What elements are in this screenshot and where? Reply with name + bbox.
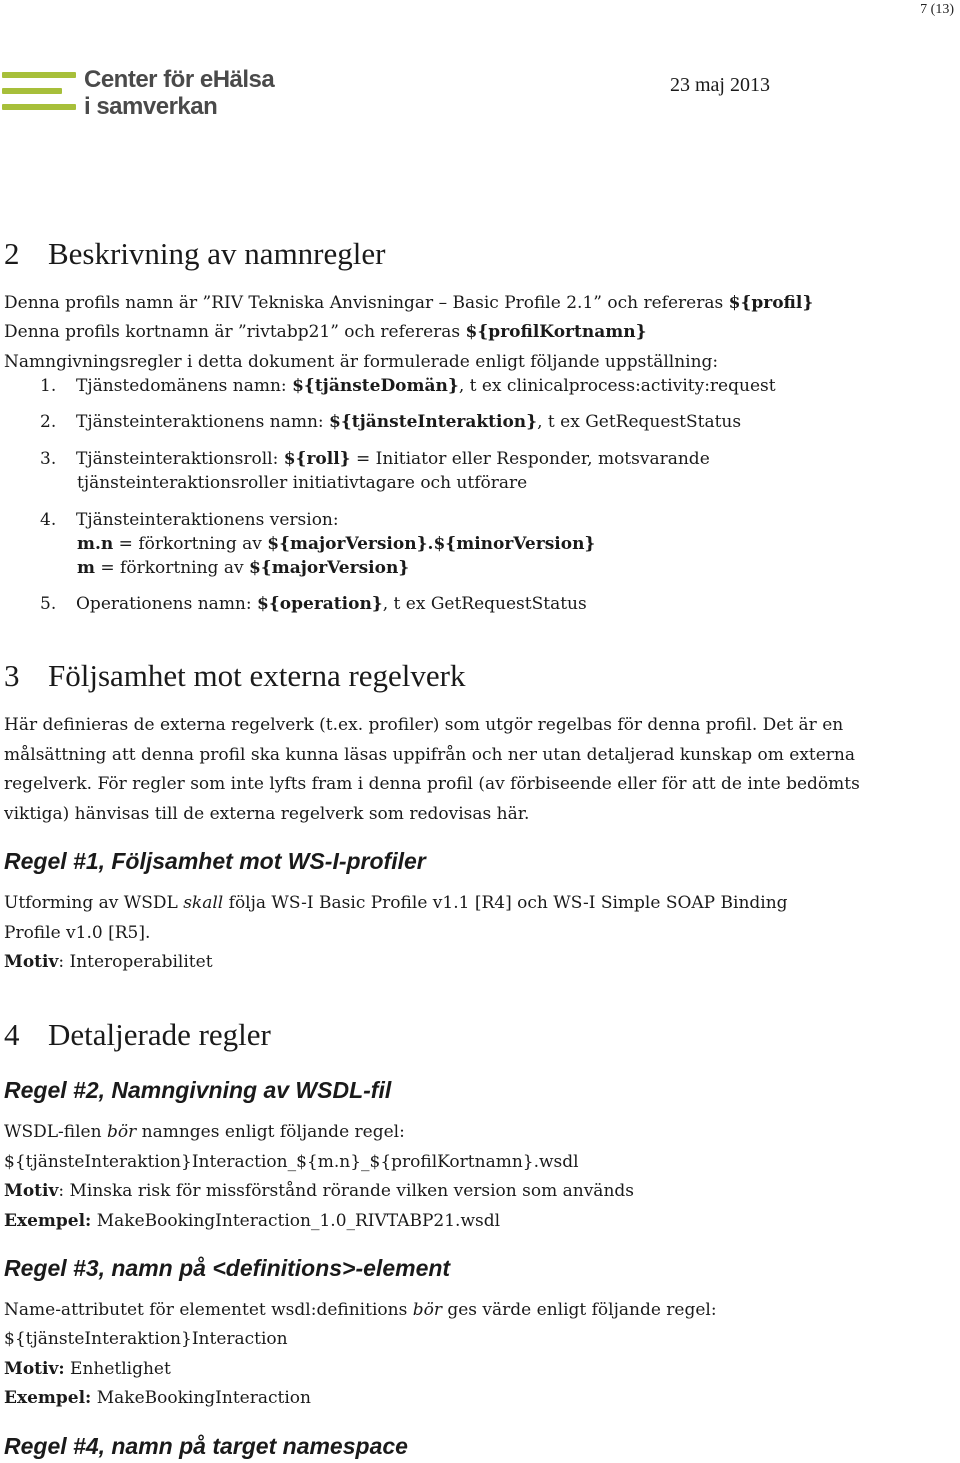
- logo-text-line1: Center för eHälsa: [84, 66, 275, 93]
- section-3-heading: [4, 658, 466, 694]
- placeholder-profil: ${profil}: [728, 293, 814, 313]
- label: Motiv: [4, 1181, 59, 1201]
- text: följa WS-I Basic Profile v1.1 [R4] och WS-I Simple SOAP Binding: [223, 893, 788, 913]
- placeholder-profilkortnamn: ${profilKortnamn}: [465, 322, 647, 342]
- logo-bar-top: [2, 72, 76, 78]
- logo-bar-middle: [2, 88, 62, 94]
- placeholder: ${majorVersion}.${minorVersion}: [267, 534, 596, 554]
- list-item: [40, 410, 741, 434]
- text: Name-attributet för elementet wsdl:definitions: [4, 1300, 413, 1320]
- section-title: Beskrivning av namnregler: [48, 236, 386, 271]
- emphasis: skall: [183, 893, 224, 913]
- organization-logo: [2, 66, 302, 122]
- text: Utforming av WSDL: [4, 893, 184, 913]
- rule-2-pattern: ${tjänsteInteraktion}Interaction_${m.n}_${profilKortnamn}.wsdl: [4, 1152, 579, 1172]
- label: Exempel:: [4, 1388, 92, 1408]
- rule-3-motiv: [4, 1357, 171, 1381]
- text: = förkortning av: [95, 558, 249, 578]
- rule-3-text: [4, 1298, 717, 1322]
- profile-shortname-line: [4, 320, 647, 344]
- section-2-heading: [4, 236, 385, 272]
- naming-rules-intro: Namngivningsregler i detta dokument är formulerade enligt följande uppställning:: [4, 352, 719, 372]
- rule-4-heading: Regel #4, namn på target namespace: [4, 1433, 408, 1459]
- rule-2-heading: Regel #2, Namngivning av WSDL-fil: [4, 1077, 392, 1103]
- label: Motiv:: [4, 1359, 65, 1379]
- placeholder: m: [77, 558, 95, 578]
- paragraph-line: Här definieras de externa regelverk (t.ex. profiler) som utgör regelbas för denna profil. Det är en: [4, 715, 844, 735]
- page-number: 7 (13): [920, 2, 954, 17]
- paragraph-line: regelverk. För regler som inte lyfts fram i denna profil (av förbiseende eller för att de inte bedömts: [4, 774, 860, 794]
- rule-2-example: [4, 1209, 500, 1233]
- text: : Interoperabilitet: [58, 952, 213, 972]
- logo-text-line2: i samverkan: [84, 93, 218, 120]
- text: WSDL-filen: [4, 1122, 107, 1142]
- section-number: 3: [4, 658, 20, 693]
- paragraph-line: viktiga) hänvisas till de externa regelverk som redovisas här.: [4, 804, 530, 824]
- text: = Initiator eller Responder, motsvarande: [350, 449, 710, 469]
- text: Tjänsteinteraktionens namn:: [76, 412, 330, 432]
- text: = förkortning av: [113, 534, 268, 554]
- emphasis: bör: [412, 1300, 442, 1320]
- text: , t ex clinicalprocess:activity:request: [458, 376, 776, 396]
- list-number: 2.: [40, 412, 57, 432]
- placeholder: ${tjänsteInteraktion}: [329, 412, 538, 432]
- list-number: 5.: [40, 594, 57, 614]
- version-format-line: [77, 532, 595, 556]
- placeholder: ${tjänsteDomän}: [292, 376, 459, 396]
- paragraph-line: målsättning att denna profil ska kunna läsas uppifrån och ner utan detaljerad kunskap om externa: [4, 745, 856, 765]
- version-format-line: [77, 556, 409, 580]
- rule-2-text: [4, 1120, 405, 1144]
- placeholder: ${roll}: [283, 449, 351, 469]
- text: ges värde enligt följande regel:: [441, 1300, 717, 1320]
- rule-1-motiv: [4, 950, 213, 974]
- list-number: 4.: [40, 510, 57, 530]
- rule-3-example: [4, 1386, 311, 1410]
- text: MakeBookingInteraction: [91, 1388, 311, 1408]
- placeholder: ${majorVersion}: [248, 558, 410, 578]
- label: Exempel:: [4, 1211, 92, 1231]
- list-item: [40, 508, 339, 532]
- profile-name-line: [4, 291, 813, 315]
- list-item: [40, 447, 710, 471]
- text: namnges enligt följande regel:: [136, 1122, 405, 1142]
- rule-2-motiv: [4, 1179, 634, 1203]
- rule-3-pattern: ${tjänsteInteraktion}Interaction: [4, 1329, 288, 1349]
- list-item: [40, 374, 776, 398]
- rule-1-text: [4, 891, 788, 915]
- text: MakeBookingInteraction_1.0_RIVTABP21.wsdl: [91, 1211, 501, 1231]
- rule-1-heading: Regel #1, Följsamhet mot WS-I-profiler: [4, 848, 426, 874]
- list-number: 1.: [40, 376, 57, 396]
- section-title: Detaljerade regler: [48, 1017, 271, 1052]
- text: Operationens namn:: [76, 594, 258, 614]
- emphasis: bör: [106, 1122, 137, 1142]
- text: Tjänsteinteraktionsroll:: [76, 449, 284, 469]
- text: , t ex GetRequestStatus: [537, 412, 742, 432]
- text: Enhetlighet: [64, 1359, 171, 1379]
- section-4-heading: [4, 1017, 271, 1053]
- text: Denna profils kortnamn är ”rivtabp21” och refereras: [4, 322, 466, 342]
- text: : Minska risk för missförstånd rörande vilken version som används: [58, 1181, 634, 1201]
- list-item-continuation: tjänsteinteraktionsroller initiativtagare och utförare: [77, 473, 528, 493]
- list-number: 3.: [40, 449, 57, 469]
- text: Tjänstedomänens namn:: [76, 376, 293, 396]
- list-item: [40, 592, 587, 616]
- document-date: 23 maj 2013: [670, 74, 770, 96]
- placeholder: m.n: [77, 534, 114, 554]
- rule-3-heading: Regel #3, namn på <definitions>-element: [4, 1255, 451, 1281]
- section-title: Följsamhet mot externa regelverk: [48, 658, 466, 693]
- section-number: 2: [4, 236, 20, 271]
- text: , t ex GetRequestStatus: [382, 594, 587, 614]
- text: Tjänsteinteraktionens version:: [76, 510, 339, 530]
- label: Motiv: [4, 952, 59, 972]
- text: Denna profils namn är ”RIV Tekniska Anvisningar – Basic Profile 2.1” och refereras: [4, 293, 729, 313]
- placeholder: ${operation}: [257, 594, 383, 614]
- rule-1-text-cont: Profile v1.0 [R5].: [4, 923, 151, 943]
- section-number: 4: [4, 1017, 20, 1052]
- logo-bar-bottom: [2, 104, 76, 110]
